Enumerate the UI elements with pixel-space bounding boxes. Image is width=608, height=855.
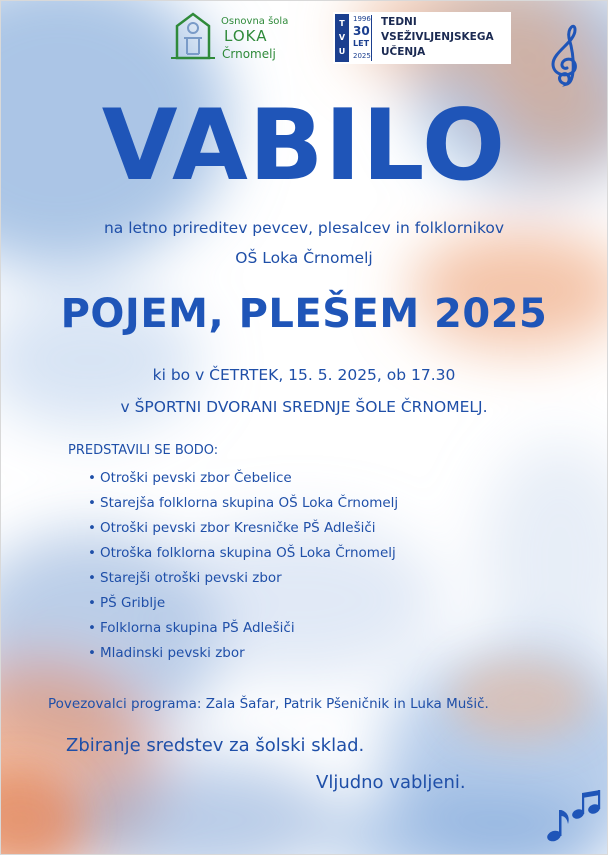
tvu-text-line3: UČENJA [381, 46, 426, 58]
subtitle-line-2: OŠ Loka Črnomelj [235, 249, 373, 267]
list-item: • Starejši otroški pevski zbor [88, 570, 398, 595]
tvu-logo [333, 12, 511, 64]
tvu-anniversary-label: LET [353, 39, 370, 48]
music-notes-icon [540, 790, 602, 850]
performers-list [88, 470, 398, 670]
program-hosts: Povezovalci programa: Zala Šafar, Patrik Pšeničnik in Luka Mušič. [48, 696, 489, 712]
list-item: • Otroška folklorna skupina OŠ Loka Črnomelj [88, 545, 398, 570]
subtitle-line-1: na letno prireditev pevcev, plesalcev in folklornikov [103, 219, 505, 237]
list-item: • PŠ Griblje [88, 595, 398, 620]
tvu-letter: V [338, 33, 346, 42]
performers-heading: PREDSTAVILI SE BODO: [68, 443, 219, 458]
list-item: • Mladinski pevski zbor [88, 645, 398, 670]
list-item: • Folklorna skupina PŠ Adlešiči [88, 620, 398, 645]
tvu-text-line2: VSEŽIVLJENJSKEGA [381, 31, 494, 43]
school-logo-name: LOKA [224, 27, 268, 45]
tvu-letter: U [338, 47, 346, 56]
list-item: • Otroški pevski zbor Kresničke PŠ Adlešiči [88, 520, 398, 545]
tvu-year-start: 1996 [353, 15, 371, 23]
tvu-letter: T [339, 19, 345, 28]
tvu-divider [371, 15, 372, 61]
school-logo-prefix: Osnovna šola [221, 16, 289, 27]
event-name: POJEM, PLEŠEM 2025 [60, 291, 548, 337]
closing-greeting: Vljudno vabljeni. [316, 772, 466, 793]
list-item: • Starejša folklorna skupina OŠ Loka Črnomelj [88, 495, 398, 520]
tvu-year-end: 2025 [353, 52, 371, 60]
event-location: v ŠPORTNI DVORANI SREDNJE ŠOLE ČRNOMELJ. [120, 398, 488, 416]
event-date-time: ki bo v ČETRTEK, 15. 5. 2025, ob 17.30 [152, 366, 456, 384]
treble-clef-icon [545, 18, 587, 90]
school-logo-city: Črnomelj [222, 47, 276, 61]
tvu-anniversary-number: 30 [353, 24, 370, 38]
tvu-letter-bar [335, 14, 349, 62]
list-item: • Otroški pevski zbor Čebelice [88, 470, 398, 495]
fundraising-note: Zbiranje sredstev za šolski sklad. [66, 735, 365, 756]
school-logo [167, 6, 289, 66]
tvu-text-line1: TEDNI [381, 16, 417, 28]
invitation-title: VABILO [101, 89, 507, 203]
school-emblem-icon [167, 8, 219, 64]
